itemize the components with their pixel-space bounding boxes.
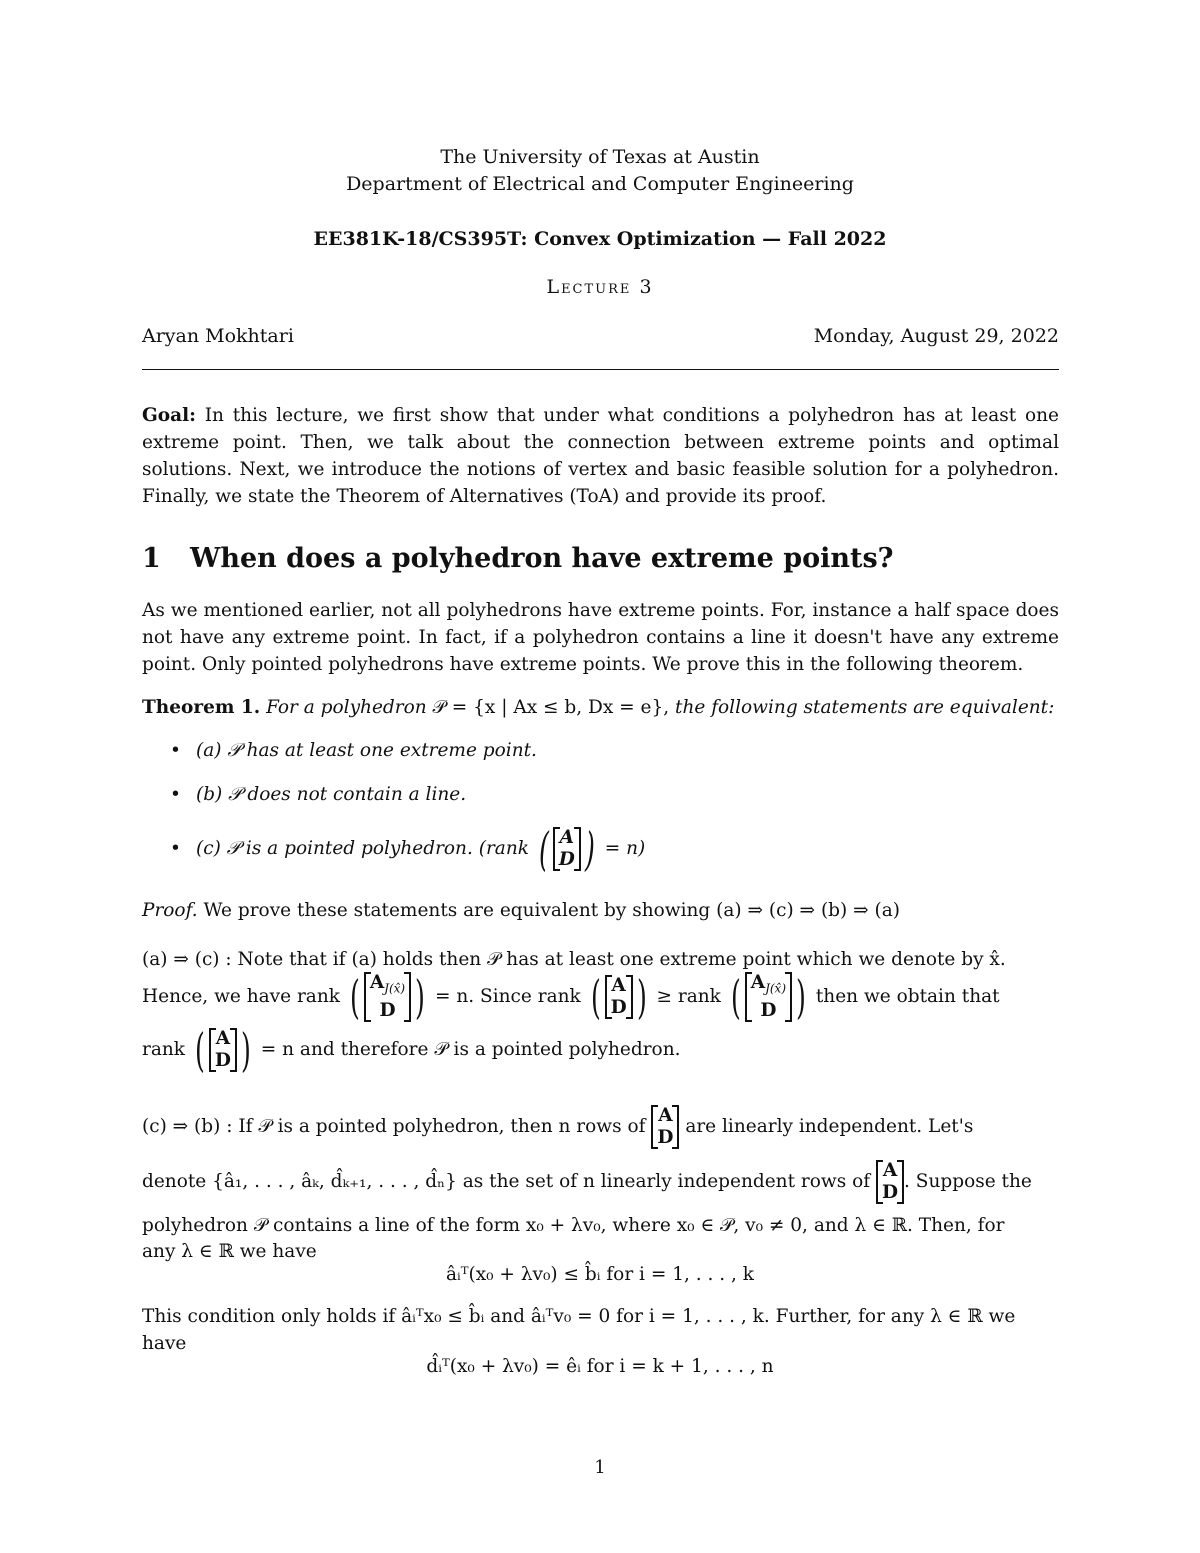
matrix-AD: A D — [876, 1160, 904, 1204]
goal-label: Goal: — [142, 405, 196, 426]
matrix-AD: A D — [605, 975, 633, 1019]
equation-1: âᵢᵀ(x₀ + λv₀) ≤ b̂ᵢ for i = 1, . . . , k — [445, 1264, 755, 1285]
theorem-set: 𝒫 = {x | Ax ≤ b, Dx = e}, — [432, 697, 670, 718]
lecture-label — [0, 274, 1200, 301]
section-title: When does a polyhedron have extreme points? — [190, 543, 894, 574]
proof-denote-line: denote {â₁, . . . , âₖ, d̂ₖ₊₁, . . . , d̂ₙ} as the set of n linearly independent rows of A D. Suppose the — [142, 1160, 1032, 1203]
theorem-item-c: • (c) 𝒫 is a pointed polyhedron. (rank ( A D ) = n) — [170, 822, 646, 876]
bullet-dot: • — [170, 740, 181, 761]
theorem-label: Theorem 1. — [142, 697, 261, 718]
proof-intro — [142, 897, 1059, 924]
equation-2: d̂ᵢᵀ(x₀ + λv₀) = êᵢ for i = k + 1, . . . , n — [426, 1356, 774, 1377]
proof-a-c-line3: rank ( A D ) = n and therefore 𝒫 is a pointed polyhedron. — [142, 1023, 681, 1077]
matrix-AJ-D: $A_{J(x̂)}$ D — [364, 972, 411, 1022]
lecture-text: Lecture 3 — [546, 276, 654, 298]
proof-line-form: polyhedron 𝒫 contains a line of the form x₀ + λv₀, where x₀ ∈ 𝒫, v₀ ≠ 0, and λ ∈ ℝ. Then, for — [142, 1215, 1005, 1236]
bullet-dot: • — [170, 784, 181, 805]
matrix-AD: A D — [209, 1028, 237, 1072]
section-number: 1 — [142, 543, 161, 574]
theorem-statement — [142, 694, 1059, 721]
theorem-item-text: (a) 𝒫 has at least one extreme point. — [196, 740, 537, 761]
bullet-dot: • — [170, 838, 181, 859]
course-title: EE381K-18/CS395T: Convex Optimization — Fall 2022 — [313, 228, 887, 250]
theorem-item-a — [170, 740, 537, 761]
theorem-post: the following statements are equivalent: — [675, 697, 1055, 718]
proof-c-b-line: (c) ⇒ (b) : If 𝒫 is a pointed polyhedron, then n rows of A D are linearly independent. Let's — [142, 1105, 974, 1148]
matrix-AD: A D — [553, 827, 581, 871]
matrix-AD: A D — [651, 1105, 679, 1149]
proof-text: We prove these statements are equivalent by showing (a) ⇒ (c) ⇒ (b) ⇒ (a) — [203, 900, 900, 921]
proof-label: Proof. — [142, 900, 198, 921]
proof-a-c-line1: (a) ⇒ (c) : Note that if (a) holds then 𝒫 has at least one extreme point which we denote by x̂. — [142, 949, 1006, 970]
proof-have: have — [142, 1333, 187, 1354]
theorem-item-text: (c) 𝒫 is a pointed polyhedron. (rank — [196, 838, 529, 859]
goal-paragraph — [142, 402, 1059, 510]
theorem-item-text: (b) 𝒫 does not contain a line. — [196, 784, 467, 805]
goal-text: In this lecture, we first show that under what conditions a polyhedron has at least one extreme point. Then, we talk about the connection between extreme points and optimal solutions. Next, we introduce the notions of vertex and basic feasible solution for a polyhedron. Finally, we state the Theorem of Alternatives (ToA) and provide its proof. — [142, 405, 1059, 507]
proof-a-c-line2: Hence, we have rank ( $A_{J(x̂)}$ D ) = n. Since rank ( A D ) ≥ rank ( $A_{J(x̂)}$ D ) then we obtain that — [142, 969, 1000, 1024]
proof-any-lambda: any λ ∈ ℝ we have — [142, 1241, 317, 1262]
theorem-pre: For a polyhedron — [266, 697, 427, 718]
page-number: 1 — [594, 1457, 606, 1478]
university-name: The University of Texas at Austin — [440, 146, 760, 168]
theorem-item-c-tail: = n) — [604, 838, 646, 859]
section-intro: As we mentioned earlier, not all polyhedrons have extreme points. For, instance a half space does not have any extreme point. In fact, if a polyhedron contains a line it doesn't have any extreme point. Only pointed polyhedrons have extreme points. We prove this in the following theorem. — [142, 600, 1059, 675]
theorem-item-b — [170, 784, 466, 805]
matrix-AJ-D: $A_{J(x̂)}$ D — [745, 972, 792, 1022]
lecture-date: Monday, August 29, 2022 — [813, 325, 1059, 347]
header-rule — [142, 369, 1059, 370]
proof-condition: This condition only holds if âᵢᵀx₀ ≤ b̂ᵢ and âᵢᵀv₀ = 0 for i = 1, . . . , k. Further, for any λ ∈ ℝ we — [142, 1306, 1016, 1327]
department-name: Department of Electrical and Computer Engineering — [346, 173, 854, 195]
section-heading — [142, 543, 893, 574]
author: Aryan Mokhtari — [142, 325, 294, 347]
